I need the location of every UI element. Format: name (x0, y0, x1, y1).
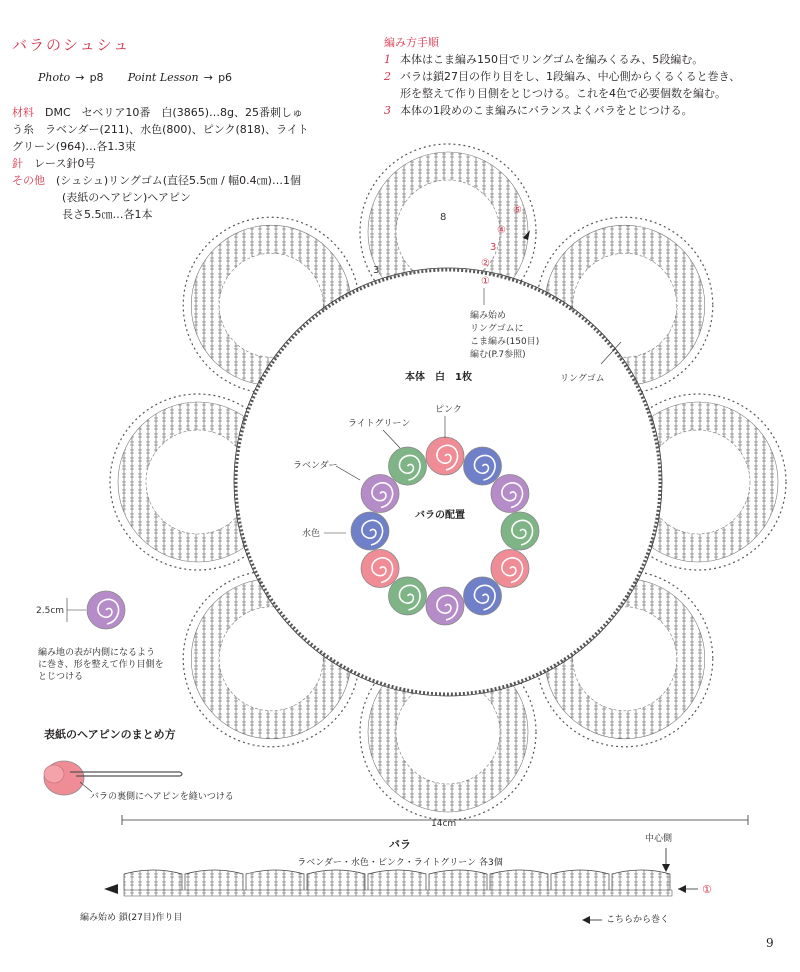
row-number-0: ① (481, 276, 490, 287)
center-side-label: 中心側 (645, 834, 673, 844)
body-title: 本体 白 1枚 (405, 372, 472, 383)
rose-shape (351, 512, 389, 550)
step-text: 本体の1段めのこま編みにバランスよくバラをとじつける。 (400, 104, 693, 117)
hairpin-rose-petal (44, 765, 64, 783)
hairpin-caption: バラの裏側にヘアピンを縫いつける (90, 792, 234, 802)
rose-shape (361, 475, 399, 513)
row-8-label: 8 (440, 212, 447, 223)
strip-scallop (429, 870, 487, 890)
rose-note (38, 647, 164, 683)
hairpin-title: 表紙のヘアピンのまとめ方 (44, 728, 176, 741)
rose-shape (491, 475, 529, 513)
row-number-3: ④ (497, 225, 506, 236)
hairpin-icon (70, 772, 182, 776)
strip-scallop (185, 870, 243, 890)
rose-shape (389, 447, 427, 485)
roll-arrow-head (582, 916, 590, 924)
rose-mark (389, 577, 427, 615)
needle-label: 針 (12, 157, 23, 170)
center-arrow-head (662, 864, 670, 872)
rose-shape (491, 550, 529, 588)
chart-row-mark: ① (702, 883, 712, 896)
lesson-page: p6 (218, 71, 233, 84)
rose-mark (501, 512, 539, 550)
rose-note-line: とじつける (38, 672, 84, 682)
step-number: 3 (384, 104, 391, 117)
other-line: 長さ5.5㎝…各1本 (62, 208, 153, 221)
strip-scallop (246, 870, 304, 890)
width-label: 14cm (431, 819, 457, 829)
row-number-2: 3 (490, 242, 497, 253)
chart-start-arrow (104, 884, 118, 894)
label-pink: ピンク (435, 405, 462, 415)
rose-chart-title: バラ (389, 838, 411, 851)
photo-label: Photo (38, 71, 71, 84)
rose-shape (464, 447, 502, 485)
other-line: (表紙のヘアピン)ヘアピン (62, 191, 191, 204)
rose-mark (491, 475, 529, 513)
needle-text: レース針0号 (34, 157, 96, 170)
foundation-chain (124, 890, 672, 896)
label-blue: 水色 (302, 529, 321, 539)
strip-scallop (490, 870, 548, 890)
steps-heading: 編み方手順 (384, 36, 439, 49)
strip-scallop (124, 870, 182, 890)
row-3-label: 3 (373, 265, 380, 276)
page-title: バラのシュシュ (12, 36, 131, 54)
rose-shape (464, 577, 502, 615)
rose-shape (426, 437, 464, 475)
row-arrow-head (678, 885, 686, 893)
row-number-4: ⑤ (513, 205, 522, 216)
materials-label: 材料 (12, 106, 34, 119)
strip-scallop (612, 870, 670, 890)
rose-note-line: に巻き、形を整えて作り目側を (38, 660, 164, 670)
other-line: (シュシュ)リングゴム(直径5.5㎝ / 幅0.4㎝)…1個 (56, 174, 301, 187)
step-text: 本体はこま編み150目でリングゴムを編みくるみ、5段編む。 (400, 53, 704, 66)
rose-note-line: 編み地の表が内側になるよう (38, 648, 156, 658)
page-number: 9 (766, 936, 774, 950)
other-label: その他 (12, 174, 45, 187)
step-text: 形を整えて作り目側をとじつける。これを4色で必要個数を編む。 (400, 87, 726, 100)
photo-page: p8 (89, 71, 104, 84)
rose-mark (426, 437, 464, 475)
start-note-line: リングゴムに (470, 324, 524, 334)
step-number: 2 (384, 70, 391, 83)
row-number-1: ② (481, 258, 490, 269)
rose-mark (426, 587, 464, 625)
materials-line: グリーン(964)…各1.3束 (12, 140, 136, 153)
label-light-green: ライトグリーン (348, 419, 411, 429)
rose-shape (361, 550, 399, 588)
rose-shape (389, 577, 427, 615)
petal-inner (396, 680, 500, 784)
start-note-line: 編む(P.7参照) (470, 350, 526, 360)
body-fill (236, 270, 660, 694)
rose-layout-title: バラの配置 (415, 510, 465, 521)
rose-chart-subtitle: ラベンダー・水色・ピンク・ライトグリーン 各3個 (297, 858, 503, 868)
arrow: → (203, 71, 213, 84)
strip-scallop (551, 870, 609, 890)
start-label: 編み始め 鎖(27目)作り目 (80, 913, 183, 923)
roll-label: こちらから巻く (606, 915, 670, 925)
materials-line: DMC セベリア10番 白(3865)…8g、25番刺しゅ (45, 106, 303, 119)
rose-shape (426, 587, 464, 625)
label-lavender: ラベンダー (293, 461, 338, 471)
ring-label: リングゴム (560, 374, 605, 384)
strip-scallop (307, 870, 365, 890)
start-note-line: こま編み(150目) (470, 337, 540, 347)
rose-mark (464, 577, 502, 615)
step-text: バラは鎖27目の作り目をし、1段編み、中心側からくるくると巻き、 (400, 70, 741, 83)
start-note-line: 編み始め (470, 311, 507, 321)
rose-mark (464, 447, 502, 485)
lesson-label: Point Lesson (127, 71, 199, 84)
arrow: → (75, 71, 85, 84)
rose-size-label: 2.5cm (36, 606, 65, 616)
rose-mark (361, 550, 399, 588)
rose-strip (124, 870, 670, 890)
rose-mark (491, 550, 529, 588)
rose-mark (351, 512, 389, 550)
rose-shape (501, 512, 539, 550)
petal-inner (646, 430, 750, 534)
rose-mark (389, 447, 427, 485)
step-number: 1 (384, 53, 391, 66)
rose-mark (361, 475, 399, 513)
strip-scallop (368, 870, 426, 890)
materials-line: う糸 ラベンダー(211)、水色(800)、ピンク(818)、ライト (12, 123, 309, 136)
rose-sample (87, 591, 125, 629)
